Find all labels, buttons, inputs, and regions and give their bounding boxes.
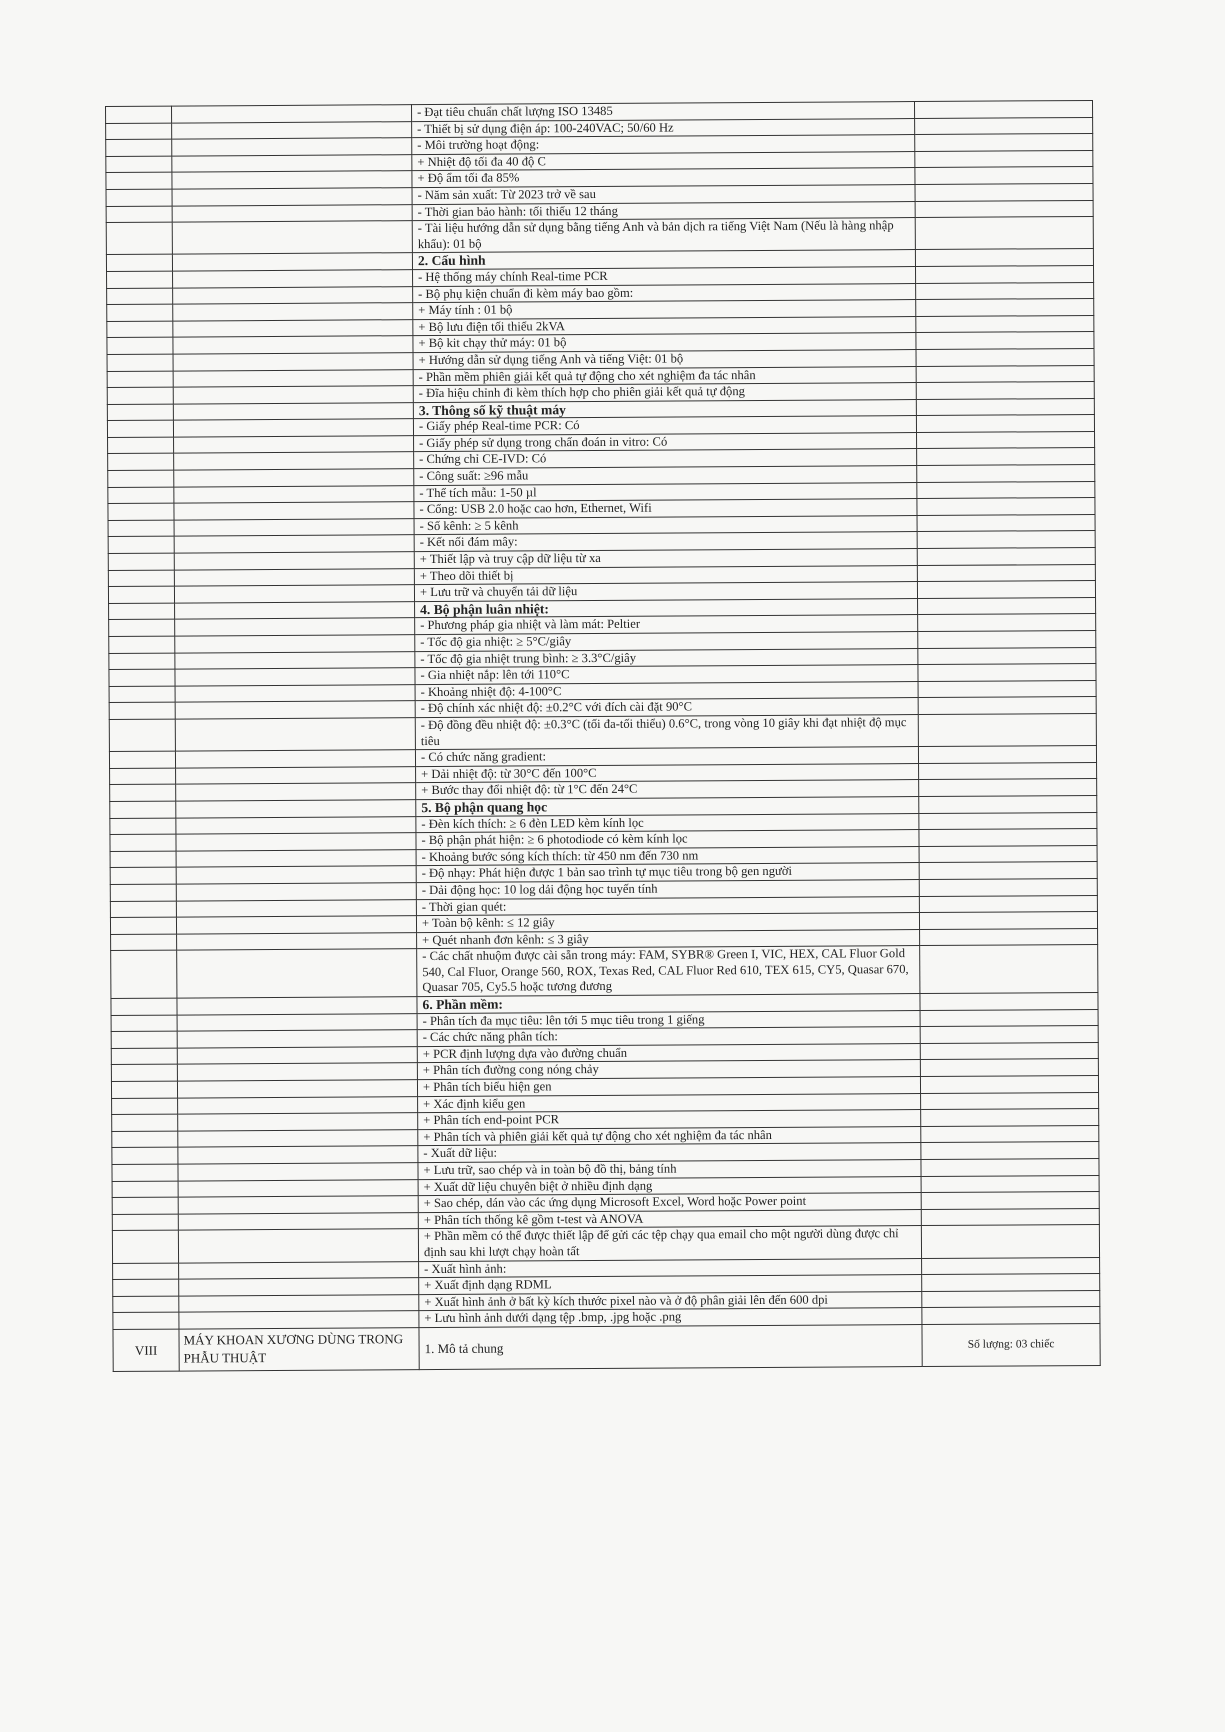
number-cell — [109, 719, 175, 752]
name-cell — [173, 402, 413, 420]
spec-text-cell: + Máy tính : 01 bộ — [413, 300, 916, 320]
quantity-cell — [916, 398, 1094, 416]
spec-text-cell: + Toàn bộ kênh: ≤ 12 giây — [416, 913, 919, 933]
number-cell — [113, 1279, 179, 1296]
number-cell — [112, 1181, 178, 1198]
quantity-cell — [915, 249, 1093, 267]
name-cell — [178, 1212, 418, 1230]
name-cell — [175, 701, 415, 719]
name-cell — [172, 154, 412, 172]
quantity-cell — [915, 217, 1093, 250]
name-cell — [176, 766, 416, 784]
name-cell — [172, 138, 412, 156]
quantity-cell — [918, 680, 1096, 698]
name-cell — [178, 1113, 418, 1131]
number-cell — [109, 636, 175, 653]
spec-text-cell: + Phân tích biểu hiện gen — [417, 1077, 920, 1097]
spec-text-cell: + Lưu trữ và chuyển tải dữ liệu — [414, 582, 917, 602]
name-cell — [175, 618, 415, 636]
number-cell — [108, 454, 174, 471]
number-cell — [110, 818, 176, 835]
quantity-cell — [919, 912, 1097, 930]
quantity-cell — [917, 481, 1095, 499]
name-cell — [178, 1229, 418, 1263]
name-cell — [174, 435, 414, 453]
spec-text-cell: - Hệ thống máy chính Real-time PCR — [413, 266, 916, 286]
name-cell — [176, 916, 416, 934]
name-cell — [177, 1030, 417, 1048]
item-name-cell: MÁY KHOAN XƯƠNG DÙNG TRONG PHẪU THUẬT — [179, 1328, 419, 1371]
spec-text-cell: + Xuất định dạng RDML — [419, 1275, 922, 1295]
name-cell — [173, 386, 413, 404]
quantity-cell — [920, 928, 1098, 946]
number-cell — [112, 1197, 178, 1214]
spec-text-cell: - Cổng: USB 2.0 hoặc cao hơn, Ethernet, Wifi — [414, 499, 917, 519]
quantity-cell — [916, 382, 1094, 400]
specification-table — [105, 100, 1101, 1372]
quantity-cell — [917, 564, 1095, 582]
number-cell — [106, 206, 172, 223]
spec-section-heading: 5. Bộ phận quang học — [416, 796, 919, 816]
quantity-cell — [919, 829, 1097, 847]
spec-text-cell: + Sao chép, dán vào các ứng dụng Microsoft Excel, Word hoặc Power point — [418, 1193, 921, 1213]
spec-text-cell: + Hướng dẫn sử dụng tiếng Anh và tiếng Việt: 01 bộ — [413, 349, 916, 369]
number-cell — [109, 751, 175, 768]
number-cell — [111, 934, 177, 951]
quantity-cell — [921, 1109, 1099, 1127]
quantity-cell — [918, 614, 1096, 632]
name-cell — [174, 535, 414, 553]
number-cell — [107, 371, 173, 388]
quantity-cell — [917, 514, 1095, 532]
number-cell — [108, 437, 174, 454]
number-cell — [108, 537, 174, 554]
quantity-cell — [921, 1192, 1099, 1210]
name-cell — [177, 932, 417, 950]
name-cell — [177, 997, 417, 1015]
quantity-cell — [919, 795, 1097, 813]
spec-text-cell: - Dải động học: 10 log dải động học tuyến tính — [416, 879, 919, 899]
quantity-cell — [920, 1026, 1098, 1044]
name-cell — [174, 469, 414, 487]
spec-text-cell: + Lưu trữ, sao chép và in toàn bộ đồ thị, bảng tính — [418, 1160, 921, 1180]
quantity-cell — [921, 1142, 1099, 1160]
number-cell — [112, 1098, 178, 1115]
spec-text-cell: - Đèn kích thích: ≥ 6 đèn LED kèm kính lọc — [416, 813, 919, 833]
number-cell — [106, 106, 172, 123]
name-cell — [178, 1179, 418, 1197]
spec-text-cell: - Khoảng bước sóng kích thích: từ 450 nm đến 730 nm — [416, 846, 919, 866]
number-cell — [106, 222, 172, 255]
spec-text-cell: - Gia nhiệt nắp: lên tới 110°C — [415, 665, 918, 685]
number-cell — [110, 834, 176, 851]
name-cell — [175, 718, 415, 752]
quantity-cell — [915, 150, 1093, 168]
quantity-cell — [917, 448, 1095, 466]
name-cell — [173, 319, 413, 337]
name-cell — [172, 188, 412, 206]
spec-text-cell: - Môi trường hoạt động: — [412, 135, 915, 155]
number-cell — [111, 998, 177, 1015]
number-cell — [112, 1114, 178, 1131]
spec-text-cell: + Phân tích đường cong nóng chảy — [417, 1060, 920, 1080]
number-cell — [108, 503, 174, 520]
name-cell — [173, 286, 413, 304]
number-cell — [109, 603, 175, 620]
spec-text-cell: - Thể tích mẫu: 1-50 µl — [414, 482, 917, 502]
quantity-cell — [919, 762, 1097, 780]
spec-text-cell: + Phân tích thống kê gồm t-test và ANOVA — [418, 1209, 921, 1229]
number-cell — [113, 1263, 179, 1280]
number-cell — [111, 1015, 177, 1032]
number-cell — [111, 1081, 177, 1098]
name-cell — [176, 800, 416, 818]
spec-text-cell: - Phân tích đa mục tiêu: lên tới 5 mục tiêu trong 1 giếng — [417, 1010, 920, 1030]
number-cell — [107, 288, 173, 305]
quantity-cell — [922, 1257, 1100, 1275]
number-cell — [113, 1296, 179, 1313]
spec-text-cell: + Độ ẩm tối đa 85% — [412, 168, 915, 188]
name-cell — [173, 336, 413, 354]
spec-text-cell: - Năm sản xuất: Từ 2023 trở về sau — [412, 185, 915, 205]
spec-section-heading: 2. Cấu hình — [412, 250, 915, 270]
quantity-cell — [915, 183, 1093, 201]
number-cell — [106, 123, 172, 140]
spec-text-cell: - Bộ phận phát hiện: ≥ 6 photodiode có kèm kính lọc — [416, 830, 919, 850]
quantity-cell — [918, 597, 1096, 615]
spec-text-cell: - Các chất nhuộm được cài sẵn trong máy: FAM, SYBR® Green I, VIC, HEX, CAL Fluor Gold 540, Cal Fluor, Orange 560, ROX, Texas Red, CAL Fluor Red 610, TEX 615, CY5, Quasar 670, Quasar 705, Cy5.5 hoặc tương đương — [417, 946, 920, 997]
quantity-cell — [918, 746, 1096, 764]
number-cell — [107, 404, 173, 421]
spec-text-cell: - Giấy phép sử dụng trong chẩn đoán in vitro: Có — [414, 432, 917, 452]
name-cell — [175, 651, 415, 669]
quantity-cell — [921, 1208, 1099, 1226]
spec-text-cell: - Giấy phép Real-time PCR: Có — [413, 416, 916, 436]
quantity-cell — [919, 878, 1097, 896]
number-cell — [108, 586, 174, 603]
name-cell — [176, 883, 416, 901]
number-cell — [111, 1048, 177, 1065]
number-cell — [112, 1230, 178, 1263]
spec-text-cell: - Khoảng nhiệt độ: 4-100°C — [415, 681, 918, 701]
number-cell — [112, 1164, 178, 1181]
item-quantity-cell: Số lượng: 03 chiếc — [922, 1323, 1100, 1366]
name-cell — [175, 750, 415, 768]
name-cell — [178, 1146, 418, 1164]
name-cell — [177, 1013, 417, 1031]
number-cell — [113, 1312, 179, 1329]
spec-text-cell: + Dải nhiệt độ: từ 30°C đến 100°C — [416, 763, 919, 783]
name-cell — [175, 684, 415, 702]
name-cell — [173, 353, 413, 371]
name-cell — [173, 270, 413, 288]
quantity-cell — [919, 845, 1097, 863]
quantity-cell — [917, 498, 1095, 516]
spec-text-cell: + Thiết lập và truy cập dữ liệu từ xa — [414, 549, 917, 569]
spec-text-cell: + Bước thay đổi nhiệt độ: từ 1°C đến 24°C — [416, 780, 919, 800]
number-cell — [111, 1031, 177, 1048]
spec-text-cell: + Xác định kiểu gen — [418, 1093, 921, 1113]
name-cell — [172, 221, 412, 255]
number-cell — [109, 686, 175, 703]
quantity-cell — [914, 100, 1092, 118]
spec-text-cell: - Thời gian bảo hành: tối thiểu 12 tháng — [412, 201, 915, 221]
spec-text-cell: + Phần mềm có thể được thiết lập để gửi các tệp chạy qua email cho một người dùng được chỉ định sau khi lượt chạy hoàn tất — [418, 1226, 921, 1261]
name-cell — [178, 1196, 418, 1214]
number-cell — [112, 1147, 178, 1164]
name-cell — [174, 485, 414, 503]
spec-text-cell: + Bộ kit chạy thử máy: 01 bộ — [413, 333, 916, 353]
spec-text-cell: - Thiết bị sử dụng điện áp: 100-240VAC; 50/60 Hz — [412, 118, 915, 138]
name-cell — [174, 568, 414, 586]
spec-text-cell: - Đĩa hiệu chỉnh đi kèm thích hợp cho phiên giải kết quả tự động — [413, 383, 916, 403]
number-cell — [106, 156, 172, 173]
number-cell — [107, 271, 173, 288]
name-cell — [176, 783, 416, 801]
quantity-cell — [919, 895, 1097, 913]
number-cell — [110, 867, 176, 884]
spec-text-cell: - Kết nối đám mây: — [414, 532, 917, 552]
quantity-cell — [920, 945, 1098, 994]
quantity-cell — [920, 993, 1098, 1011]
name-cell — [177, 949, 417, 998]
name-cell — [174, 552, 414, 570]
name-cell — [172, 204, 412, 222]
spec-text-cell: - Đạt tiêu chuẩn chất lượng ISO 13485 — [411, 102, 914, 122]
spec-section-heading: 3. Thông số kỹ thuật máy — [413, 399, 916, 419]
quantity-cell — [922, 1290, 1100, 1308]
name-cell — [177, 1063, 417, 1081]
name-cell — [175, 668, 415, 686]
spec-text-cell: + Phân tích end-point PCR — [418, 1110, 921, 1130]
quantity-cell — [917, 431, 1095, 449]
name-cell — [179, 1261, 419, 1279]
number-cell — [109, 619, 175, 636]
quantity-cell — [922, 1307, 1100, 1325]
quantity-cell — [915, 265, 1093, 283]
spec-text-cell: - Phần mềm phiên giải kết quả tự động cho xét nghiệm đa tác nhân — [413, 366, 916, 386]
spec-text-cell: - Thời gian quét: — [416, 896, 919, 916]
number-cell — [110, 851, 176, 868]
name-cell — [176, 816, 416, 834]
spec-text-cell: - Công suất: ≥96 mẫu — [414, 466, 917, 486]
name-cell — [176, 866, 416, 884]
spec-text-cell: + Xuất hình ảnh ở bất kỳ kích thước pixel nào và ở độ phân giải lên đến 600 dpi — [419, 1291, 922, 1311]
number-cell — [109, 669, 175, 686]
number-cell — [106, 139, 172, 156]
name-cell — [172, 121, 412, 139]
number-cell — [110, 901, 176, 918]
number-cell — [108, 520, 174, 537]
spec-text-cell: + Quét nhanh đơn kênh: ≤ 3 giây — [417, 929, 920, 949]
spec-text-cell: + Phân tích và phiên giải kết quả tự động cho xét nghiệm đa tác nhân — [418, 1126, 921, 1146]
quantity-cell — [915, 200, 1093, 218]
quantity-cell — [916, 282, 1094, 300]
name-cell — [174, 452, 414, 470]
quantity-cell — [916, 348, 1094, 366]
number-cell — [106, 189, 172, 206]
number-cell — [111, 1065, 177, 1082]
spec-text-cell: - Xuất hình ảnh: — [419, 1258, 922, 1278]
quantity-cell — [919, 862, 1097, 880]
quantity-cell — [918, 697, 1096, 715]
spec-section-heading: 4. Bộ phận luân nhiệt: — [415, 598, 918, 618]
number-cell — [109, 702, 175, 719]
name-cell — [174, 585, 414, 603]
number-cell — [108, 487, 174, 504]
spec-text-cell: - Bộ phụ kiện chuẩn đi kèm máy bao gồm: — [413, 283, 916, 303]
number-cell — [107, 337, 173, 354]
spec-text-cell: - Chứng chỉ CE-IVD: Có — [414, 449, 917, 469]
quantity-cell — [921, 1125, 1099, 1143]
name-cell — [176, 849, 416, 867]
quantity-cell — [917, 531, 1095, 549]
item-viii-row — [113, 1323, 1100, 1371]
spec-text-cell: - Độ đồng đều nhiệt độ: ±0.3°C (tối đa-tối thiểu) 0.6°C, trong vòng 10 giây khi đạt nhiệt độ mục tiêu — [415, 715, 918, 750]
quantity-cell — [920, 1009, 1098, 1027]
quantity-cell — [918, 664, 1096, 682]
quantity-cell — [919, 779, 1097, 797]
number-cell — [110, 784, 176, 801]
number-cell — [107, 420, 173, 437]
quantity-cell — [920, 1059, 1098, 1077]
number-cell — [106, 254, 172, 271]
number-cell — [108, 570, 174, 587]
name-cell — [173, 303, 413, 321]
spec-text-cell: + Lưu hình ảnh dưới dạng tệp .bmp, .jpg hoặc .png — [419, 1308, 922, 1328]
quantity-cell — [915, 134, 1093, 152]
name-cell — [174, 502, 414, 520]
quantity-cell — [916, 332, 1094, 350]
name-cell — [176, 833, 416, 851]
number-cell — [107, 321, 173, 338]
name-cell — [173, 369, 413, 387]
quantity-cell — [919, 812, 1097, 830]
quantity-cell — [922, 1274, 1100, 1292]
spec-text-cell: + Xuất dữ liệu chuyên biệt ở nhiều định dạng — [418, 1176, 921, 1196]
quantity-cell — [915, 117, 1093, 135]
number-cell — [112, 1214, 178, 1231]
name-cell — [177, 1080, 417, 1098]
name-cell — [172, 171, 412, 189]
name-cell — [175, 601, 415, 619]
quantity-cell — [918, 630, 1096, 648]
name-cell — [174, 518, 414, 536]
quantity-cell — [920, 1075, 1098, 1093]
quantity-cell — [920, 1042, 1098, 1060]
item-number-cell: VIII — [113, 1329, 179, 1371]
number-cell — [110, 917, 176, 934]
number-cell — [106, 172, 172, 189]
quantity-cell — [916, 365, 1094, 383]
spec-text-cell: - Các chức năng phân tích: — [417, 1027, 920, 1047]
spec-section-heading: 6. Phần mềm: — [417, 994, 920, 1014]
number-cell — [109, 653, 175, 670]
number-cell — [112, 1131, 178, 1148]
number-cell — [107, 304, 173, 321]
spec-text-cell: - Độ nhạy: Phát hiện được 1 bản sao trình tự mục tiêu trong bộ gen người — [416, 863, 919, 883]
specification-table-body — [106, 100, 1100, 1329]
number-cell — [110, 801, 176, 818]
quantity-cell — [921, 1092, 1099, 1110]
spec-text-cell: + PCR định lượng dựa vào đường chuẩn — [417, 1043, 920, 1063]
name-cell — [176, 899, 416, 917]
spec-text-cell: + Theo dõi thiết bị — [414, 565, 917, 585]
spec-text-cell: - Tài liệu hướng dẫn sử dụng bằng tiếng Anh và bản dịch ra tiếng Việt Nam (Nếu là hàng nhập khẩu): 01 bộ — [412, 218, 915, 253]
spec-text-cell: + Nhiệt độ tối đa 40 độ C — [412, 151, 915, 171]
name-cell — [179, 1294, 419, 1312]
spec-row — [111, 945, 1098, 999]
spec-text-cell: + Bộ lưu điện tối thiểu 2kVA — [413, 316, 916, 336]
name-cell — [178, 1096, 418, 1114]
spec-text-cell: - Số kênh: ≥ 5 kênh — [414, 515, 917, 535]
spec-text-cell: - Xuất dữ liệu: — [418, 1143, 921, 1163]
number-cell — [111, 950, 177, 998]
name-cell — [173, 419, 413, 437]
name-cell — [179, 1311, 419, 1329]
spec-text-cell: - Độ chính xác nhiệt độ: ±0.2°C với đích cài đặt 90°C — [415, 698, 918, 718]
quantity-cell — [918, 647, 1096, 665]
number-cell — [110, 884, 176, 901]
quantity-cell — [916, 315, 1094, 333]
number-cell — [108, 470, 174, 487]
quantity-cell — [917, 465, 1095, 483]
name-cell — [172, 253, 412, 271]
number-cell — [110, 768, 176, 785]
quantity-cell — [916, 415, 1094, 433]
number-cell — [107, 387, 173, 404]
number-cell — [108, 553, 174, 570]
quantity-cell — [916, 299, 1094, 317]
name-cell — [179, 1278, 419, 1296]
name-cell — [172, 105, 412, 123]
quantity-cell — [921, 1225, 1099, 1258]
item-spec-cell: 1. Mô tả chung — [419, 1324, 922, 1369]
number-cell — [107, 354, 173, 371]
spec-text-cell: - Có chức năng gradient: — [415, 747, 918, 767]
quantity-cell — [921, 1175, 1099, 1193]
quantity-cell — [921, 1158, 1099, 1176]
quantity-cell — [917, 547, 1095, 565]
quantity-cell — [917, 581, 1095, 599]
spec-text-cell: - Tốc độ gia nhiệt: ≥ 5°C/giây — [415, 632, 918, 652]
name-cell — [177, 1046, 417, 1064]
name-cell — [178, 1163, 418, 1181]
spec-text-cell: - Tốc độ gia nhiệt trung bình: ≥ 3.3°C/giây — [415, 648, 918, 668]
quantity-cell — [915, 167, 1093, 185]
quantity-cell — [918, 713, 1096, 746]
spec-text-cell: - Phương pháp gia nhiệt và làm mát: Peltier — [415, 615, 918, 635]
name-cell — [175, 635, 415, 653]
name-cell — [178, 1129, 418, 1147]
